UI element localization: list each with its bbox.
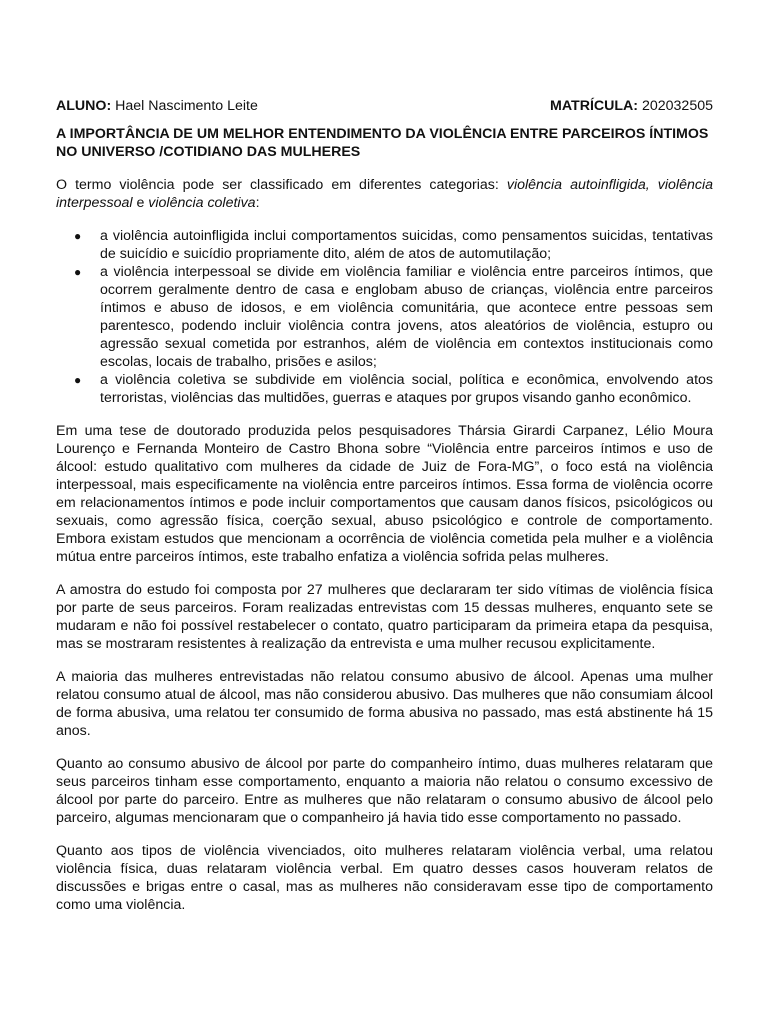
- intro-paragraph: [56, 176, 713, 212]
- document-title: A IMPORTÂNCIA DE UM MELHOR ENTENDIMENTO DA VIOLÊNCIA ENTRE PARCEIROS ÍNTIMOS NO UNIVERSO /COTIDIANO DAS MULHERES: [56, 126, 709, 160]
- list-item-text: a violência coletiva se subdivide em violência social, política e econômica, envolvendo atos terroristas, violências das multidões, guerras e ataques por grupos visando ganho econômico.: [100, 372, 713, 406]
- document-header: [56, 97, 713, 115]
- student-info: [56, 97, 258, 115]
- registration-info: [550, 97, 713, 115]
- student-name: Hael Nascimento Leite: [115, 98, 258, 114]
- list-item-text: a violência autoinfligida inclui comportamentos suicidas, como pensamentos suicidas, tentativas de suicídio e suicídio propriamente dito, além de atos de automutilação;: [100, 228, 713, 262]
- paragraph: Quanto ao consumo abusivo de álcool por parte do companheiro íntimo, duas mulheres relataram que seus parceiros tinham esse comportamento, enquanto a maioria não relatou o consumo excessivo de álcool por parte do parceiro. Entre as mulheres que não relataram o consumo abusivo de álcool pelo parceiro, algumas mencionaram que o companheiro já havia tido esse comportamento no passado.: [56, 756, 713, 826]
- bullet-icon: ●: [74, 265, 82, 279]
- student-label: ALUNO:: [56, 98, 112, 114]
- list-item: [56, 227, 713, 263]
- paragraph: A amostra do estudo foi composta por 27 mulheres que declararam ter sido vítimas de violência física por parte de seus parceiros. Foram realizadas entrevistas com 15 dessas mulheres, enquanto sete se mudaram e não foi possível restabelecer o contato, quatro participaram da primeira etapa da pesquisa, mas se mostraram resistentes à realização da entrevista e uma mulher recusou explicitamente.: [56, 582, 713, 652]
- list-item: [56, 263, 713, 371]
- paragraph: Quanto aos tipos de violência vivenciados, oito mulheres relataram violência verbal, uma relatou violência física, duas relataram violência verbal. Em quatro desses casos houveram relatos de discussões e brigas entre o casal, mas as mulheres não consideravam esse tipo de comportamento como uma violência.: [56, 843, 713, 913]
- document-page: [56, 97, 713, 914]
- registration-number: 202032505: [641, 98, 713, 114]
- intro-end: :: [255, 195, 260, 211]
- paragraph: A maioria das mulheres entrevistadas não relatou consumo abusivo de álcool. Apenas uma mulher relatou consumo atual de álcool, mas não considerou abusivo. Das mulheres que não consumiam álcool de forma abusiva, uma relatou ter consumido de forma abusiva no passado, mas está abstinente há 15 anos.: [56, 669, 713, 739]
- paragraph: Em uma tese de doutorado produzida pelos pesquisadores Thársia Girardi Carpanez, Lélio Moura Lourenço e Fernanda Monteiro de Castro Bhona sobre “Violência entre parceiros íntimos e uso de álcool: estudo qualitativo com mulheres da cidade de Juiz de Fora-MG”, o foco está na violência interpessoal, mais especificamente na violência entre parceiros íntimos. Essa forma de violência ocorre em relacionamentos íntimos e pode incluir comportamentos que causam danos físicos, psicológicos ou sexuais, como agressão física, coerção sexual, abuso psicológico e controle de comportamento. Embora existam estudos que mencionam a ocorrência de violência cometida pela mulher e a violência mútua entre parceiros íntimos, este trabalho enfatiza a violência sofrida pelas mulheres.: [56, 423, 713, 565]
- intro-term-1: violência autoinfligida, violência interpessoal: [56, 177, 713, 211]
- bullet-icon: ●: [74, 373, 82, 387]
- list-item: [56, 371, 713, 407]
- registration-label: MATRÍCULA:: [550, 98, 639, 114]
- violence-types-list: [56, 227, 713, 407]
- intro-lead: O termo violência pode ser classificado em diferentes categorias:: [56, 177, 507, 193]
- intro-term-2: violência coletiva: [148, 195, 256, 211]
- bullet-icon: ●: [74, 229, 82, 243]
- intro-connector: e: [132, 195, 149, 211]
- list-item-text: a violência interpessoal se divide em violência familiar e violência entre parceiros íntimos, que ocorrem geralmente dentro de casa e englobam abuso de crianças, violência entre parceiros íntimos e abuso de idosos, e em violência comunitária, que acontece entre pessoas sem parentesco, podendo incluir violência contra jovens, atos aleatórios de violência, estupro ou agressão sexual cometida por estranhos, além de violência em contextos institucionais como escolas, locais de trabalho, prisões e asilos;: [100, 264, 713, 370]
